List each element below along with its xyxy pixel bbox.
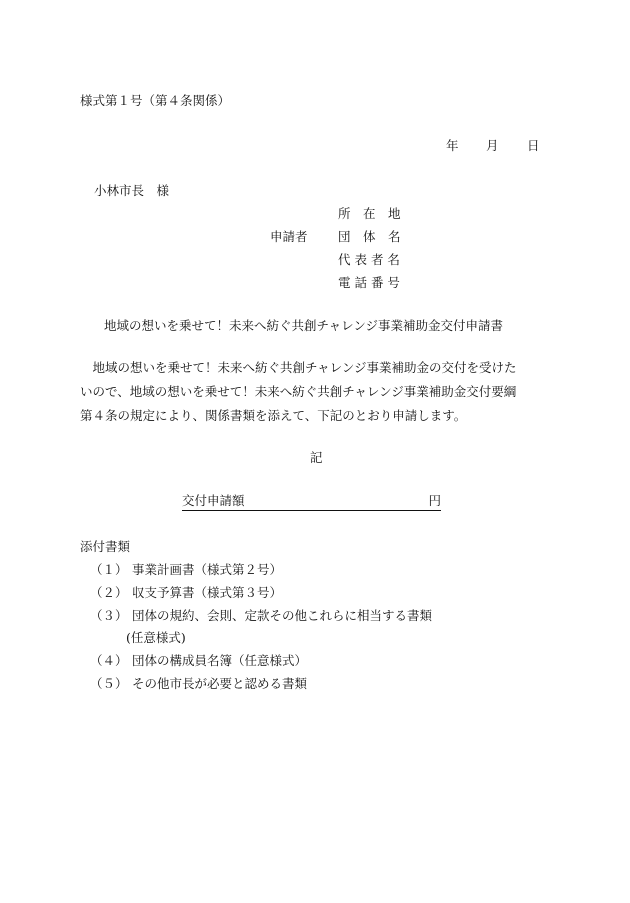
date-year-label: 年 — [446, 138, 459, 153]
amount-row — [182, 495, 441, 508]
attachment-text: 事業計画書（様式第２号） — [132, 562, 283, 577]
attachment-number: （３） — [90, 608, 128, 623]
applicant-field-representative: 代 表 者 名 — [338, 252, 400, 267]
attachment-text: 収支予算書（様式第３号） — [132, 585, 283, 600]
attachment-text: 団体の構成員名簿（任意様式） — [132, 653, 308, 668]
attachment-text: その他市長が必要と認める書類 — [132, 676, 308, 691]
body-line: いので、地域の想いを乗せて！未来へ紡ぐ共創チャレンジ事業補助金交付要綱 — [80, 384, 517, 399]
body-line: 第４条の規定により、関係書類を添えて、下記のとおり申請します。 — [80, 408, 467, 423]
attachment-number: （４） — [90, 653, 128, 668]
addressee: 小林市長 様 — [94, 183, 170, 198]
date-day-label: 日 — [527, 138, 540, 153]
applicant-field-organization: 団 体 名 — [338, 229, 401, 244]
attachment-number: （１） — [90, 562, 128, 577]
date-month-label: 月 — [486, 138, 499, 153]
body-line: 地域の想いを乗せて！未来へ紡ぐ共創チャレンジ事業補助金の交付を受けた — [80, 360, 517, 375]
applicant-field-address: 所 在 地 — [338, 206, 401, 221]
applicant-label: 申請者 — [270, 229, 308, 244]
attachment-continuation: (任意様式) — [126, 630, 186, 645]
attachment-number: （２） — [90, 585, 128, 600]
body-text — [80, 356, 552, 428]
amount-underline — [182, 493, 441, 511]
attachments-heading: 添付書類 — [80, 539, 131, 554]
amount-label: 交付申請額 — [182, 493, 245, 508]
amount-unit: 円 — [428, 493, 442, 508]
document-title: 地域の想いを乗せて！未来へ紡ぐ共創チャレンジ事業補助金交付申請書 — [104, 318, 504, 333]
applicant-field-phone: 電 話 番 号 — [338, 275, 400, 290]
form-number: 様式第１号（第４条関係） — [80, 93, 231, 108]
ki-heading: 記 — [310, 450, 323, 465]
attachment-text: 団体の規約、会則、定款その他これらに相当する書類 — [132, 608, 433, 623]
attachment-number: （５） — [90, 676, 128, 691]
